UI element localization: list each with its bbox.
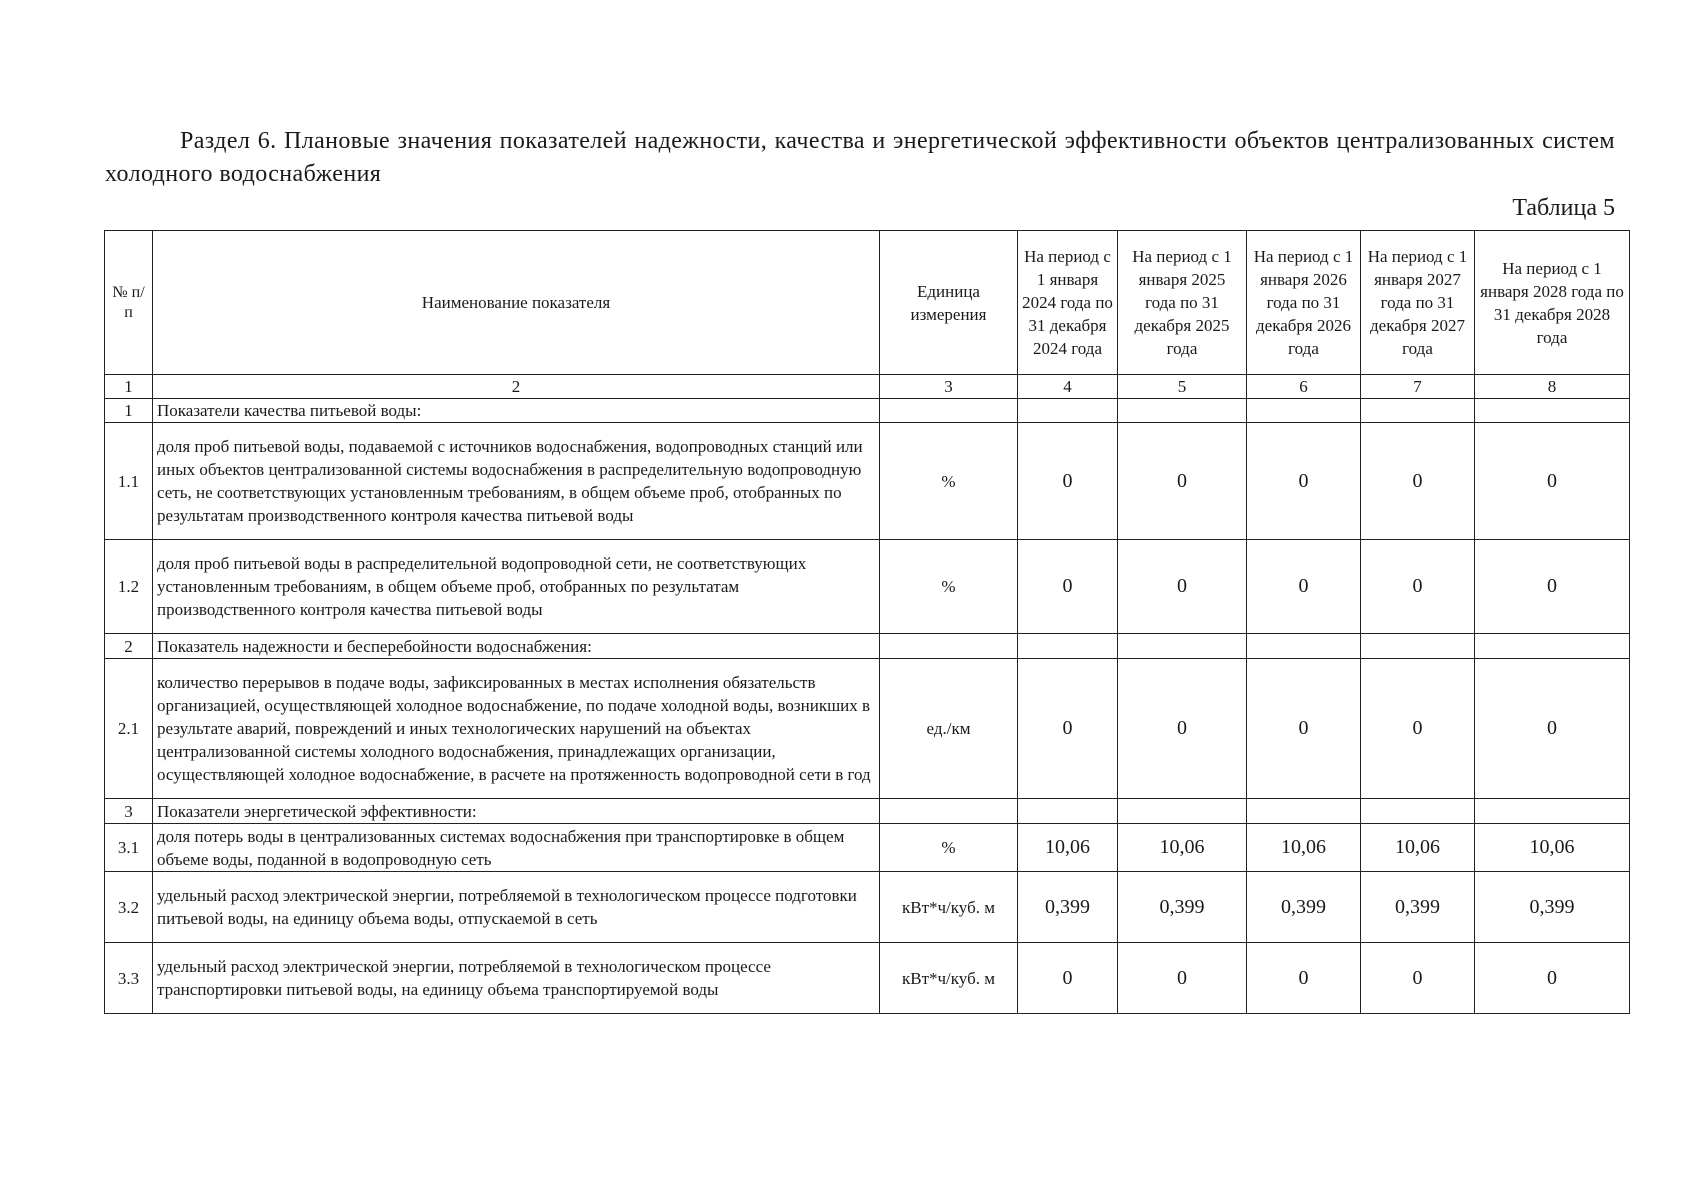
- row-value: 0,399: [1118, 872, 1247, 943]
- row-value: [1361, 399, 1475, 423]
- table-row: [105, 824, 1630, 872]
- table-header-row: [105, 231, 1630, 375]
- row-value: 0: [1475, 943, 1630, 1014]
- table-row: [105, 540, 1630, 634]
- row-value: 0: [1475, 540, 1630, 634]
- row-value: [1475, 399, 1630, 423]
- row-value: 0: [1247, 659, 1361, 799]
- header-period-2025: На период с 1 января 2025 года по 31 декабря 2025 года: [1118, 231, 1247, 375]
- row-value: 0,399: [1475, 872, 1630, 943]
- row-name: Показатели качества питьевой воды:: [153, 399, 880, 423]
- column-number-row: [105, 375, 1630, 399]
- row-value: [1018, 634, 1118, 659]
- row-value: [1247, 634, 1361, 659]
- header-period-2026: На период с 1 января 2026 года по 31 декабря 2026 года: [1247, 231, 1361, 375]
- row-value: 0: [1118, 540, 1247, 634]
- row-value: 0: [1118, 423, 1247, 540]
- row-value: 0,399: [1018, 872, 1118, 943]
- table-row: [105, 872, 1630, 943]
- row-value: 0: [1247, 943, 1361, 1014]
- row-value: 10,06: [1018, 824, 1118, 872]
- row-value: [1475, 634, 1630, 659]
- col-number: 4: [1018, 375, 1118, 399]
- col-number: 6: [1247, 375, 1361, 399]
- row-num: 3: [105, 799, 153, 824]
- row-num: 3.3: [105, 943, 153, 1014]
- row-num: 2.1: [105, 659, 153, 799]
- table-label: Таблица 5: [1512, 195, 1615, 221]
- row-value: 0,399: [1361, 872, 1475, 943]
- table-row: [105, 659, 1630, 799]
- row-name: доля потерь воды в централизованных системах водоснабжения при транспортировке в общем объеме воды, поданной в водопроводную сеть: [153, 824, 880, 872]
- row-value: 0: [1475, 659, 1630, 799]
- header-period-2024: На период с 1 января 2024 года по 31 декабря 2024 года: [1018, 231, 1118, 375]
- row-value: [1018, 799, 1118, 824]
- row-unit: %: [880, 423, 1018, 540]
- row-num: 3.2: [105, 872, 153, 943]
- row-value: 0: [1361, 943, 1475, 1014]
- row-value: 10,06: [1361, 824, 1475, 872]
- header-name: Наименование показателя: [153, 231, 880, 375]
- col-number: 8: [1475, 375, 1630, 399]
- row-num: 1: [105, 399, 153, 423]
- row-value: 10,06: [1118, 824, 1247, 872]
- row-value: [1118, 799, 1247, 824]
- header-num: № п/ п: [105, 231, 153, 375]
- row-value: [1018, 399, 1118, 423]
- row-name: Показатель надежности и бесперебойности водоснабжения:: [153, 634, 880, 659]
- col-number: 1: [105, 375, 153, 399]
- row-value: [1361, 634, 1475, 659]
- row-value: 0: [1118, 659, 1247, 799]
- row-value: 0: [1475, 423, 1630, 540]
- row-num: 2: [105, 634, 153, 659]
- row-unit: ед./км: [880, 659, 1018, 799]
- row-value: 0: [1361, 659, 1475, 799]
- header-period-2028: На период с 1 января 2028 года по 31 декабря 2028 года: [1475, 231, 1630, 375]
- row-num: 3.1: [105, 824, 153, 872]
- table-row: [105, 399, 1630, 423]
- row-name: удельный расход электрической энергии, потребляемой в технологическом процессе подготовки питьевой воды, на единицу объема воды, отпускаемой в сеть: [153, 872, 880, 943]
- row-name: Показатели энергетической эффективности:: [153, 799, 880, 824]
- row-name: доля проб питьевой воды в распределительной водопроводной сети, не соответствующих установленным требованиям, в общем объеме проб, отобранных по результатам производственного контроля качества питьевой воды: [153, 540, 880, 634]
- table-row: [105, 423, 1630, 540]
- row-name: количество перерывов в подаче воды, зафиксированных в местах исполнения обязательств организацией, осуществляющей холодное водоснабжение, по подаче холодной воды, возникших в результате аварий, повреждений и иных технологических нарушений на объектах централизованной системы холодного водоснабжения, принадлежащих организации, осуществляющей холодное водоснабжение, в расчете на протяженность водопроводной сети в год: [153, 659, 880, 799]
- row-value: [1118, 634, 1247, 659]
- header-period-2027: На период с 1 января 2027 года по 31 декабря 2027 года: [1361, 231, 1475, 375]
- table-row: [105, 799, 1630, 824]
- table-row: [105, 943, 1630, 1014]
- row-num: 1.1: [105, 423, 153, 540]
- row-value: 0: [1018, 423, 1118, 540]
- col-number: 5: [1118, 375, 1247, 399]
- row-value: [1475, 799, 1630, 824]
- row-value: 10,06: [1247, 824, 1361, 872]
- indicators-table: [104, 230, 1630, 1014]
- row-unit: [880, 399, 1018, 423]
- header-unit: Единица измерения: [880, 231, 1018, 375]
- table-row: [105, 634, 1630, 659]
- row-value: 0: [1018, 659, 1118, 799]
- row-value: 0,399: [1247, 872, 1361, 943]
- row-value: 0: [1018, 540, 1118, 634]
- row-name: удельный расход электрической энергии, потребляемой в технологическом процессе транспортировки питьевой воды, на единицу объема транспортируемой воды: [153, 943, 880, 1014]
- row-unit: [880, 799, 1018, 824]
- row-value: [1361, 799, 1475, 824]
- row-value: [1247, 799, 1361, 824]
- row-unit: кВт*ч/куб. м: [880, 943, 1018, 1014]
- section-heading: Раздел 6. Плановые значения показателей надежности, качества и энергетической эффективности объектов централизованных систем холодного водоснабжения: [105, 128, 1615, 187]
- col-number: 2: [153, 375, 880, 399]
- row-name: доля проб питьевой воды, подаваемой с источников водоснабжения, водопроводных станций или иных объектов централизованной системы водоснабжения в распределительную водопроводную сеть, не соответствующих установленным требованиям, в общем объеме проб, отобранных по результатам производственного контроля качества питьевой воды: [153, 423, 880, 540]
- row-unit: кВт*ч/куб. м: [880, 872, 1018, 943]
- row-value: 10,06: [1475, 824, 1630, 872]
- row-value: [1118, 399, 1247, 423]
- row-value: 0: [1018, 943, 1118, 1014]
- row-unit: [880, 634, 1018, 659]
- row-value: 0: [1247, 540, 1361, 634]
- row-value: 0: [1361, 423, 1475, 540]
- row-unit: %: [880, 540, 1018, 634]
- row-value: 0: [1247, 423, 1361, 540]
- row-num: 1.2: [105, 540, 153, 634]
- col-number: 7: [1361, 375, 1475, 399]
- col-number: 3: [880, 375, 1018, 399]
- row-unit: %: [880, 824, 1018, 872]
- row-value: 0: [1118, 943, 1247, 1014]
- row-value: [1247, 399, 1361, 423]
- row-value: 0: [1361, 540, 1475, 634]
